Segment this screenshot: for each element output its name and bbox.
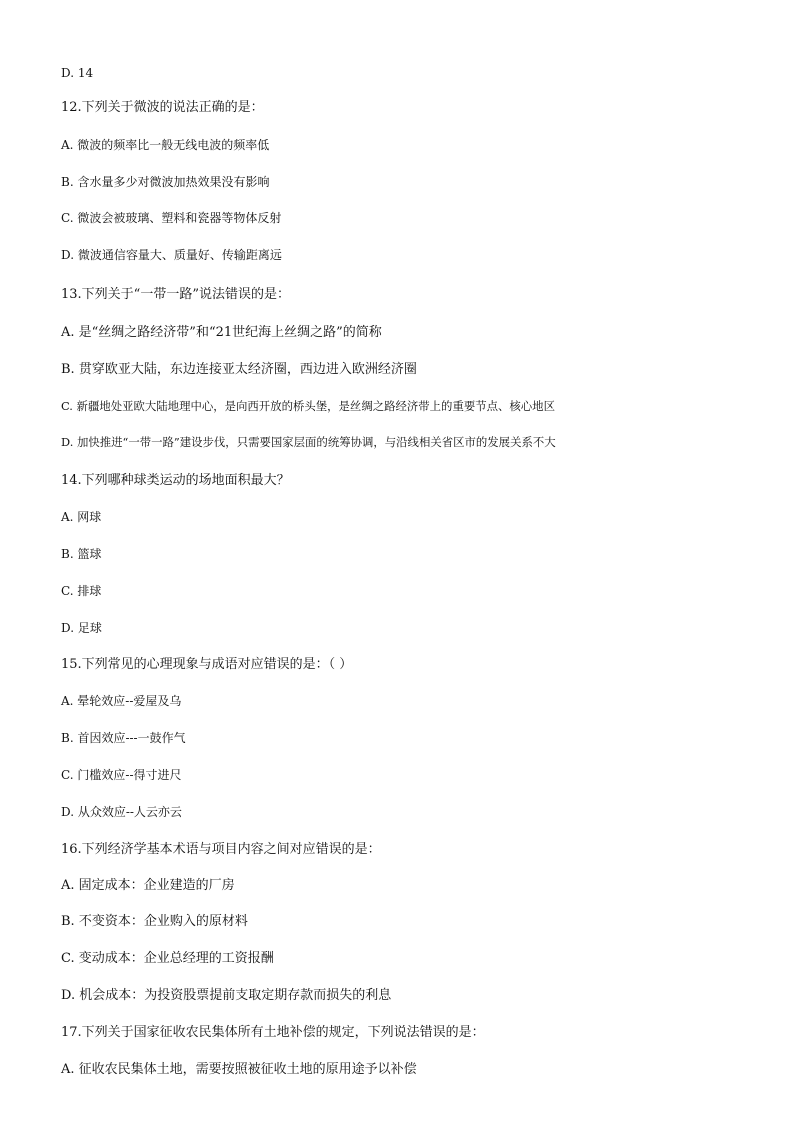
question-16: 16.下列经济学基本术语与项目内容之间对应错误的是： [61, 842, 381, 857]
option-16-d: D. 机会成本：为投资股票提前支取定期存款而损失的利息 [61, 988, 392, 1003]
option-14-a: A. 网球 [61, 510, 102, 524]
option-14-b: B. 篮球 [61, 547, 102, 561]
option-12-a: A. 微波的频率比一般无线电波的频率低 [61, 138, 270, 152]
option-15-d: D. 从众效应--人云亦云 [61, 805, 182, 819]
option-15-b: B. 首因效应---一鼓作气 [61, 731, 186, 745]
question-15: 15.下列常见的心理现象与成语对应错误的是：（ ） [61, 657, 353, 672]
option-13-d: D. 加快推进“一带一路”建设步伐，只需要国家层面的统筹协调，与沿线相关省区市的发展关系不大 [61, 435, 556, 449]
question-12: 12.下列关于微波的说法正确的是： [61, 100, 264, 115]
option-12-b: B. 含水量多少对微波加热效果没有影响 [61, 175, 270, 189]
option-16-b: B. 不变资本：企业购入的原材料 [61, 914, 248, 929]
option-13-a: A. 是“丝绸之路经济带”和“21世纪海上丝绸之路”的简称 [61, 325, 382, 340]
option-17-a: A. 征收农民集体土地，需要按照被征收土地的原用途予以补偿 [61, 1062, 417, 1077]
option-13-b: B. 贯穿欧亚大陆，东边连接亚太经济圈，西边进入欧洲经济圈 [61, 362, 417, 377]
option-14-c: C. 排球 [61, 584, 102, 598]
option-11-d: D. 14 [61, 66, 94, 80]
question-17: 17.下列关于国家征收农民集体所有土地补偿的规定，下列说法错误的是： [61, 1025, 485, 1040]
question-13: 13.下列关于“一带一路”说法错误的是： [61, 287, 290, 302]
option-13-c: C. 新疆地处亚欧大陆地理中心，是向西开放的桥头堡，是丝绸之路经济带上的重要节点、核心地区 [61, 399, 555, 413]
option-15-c: C. 门槛效应--得寸进尺 [61, 768, 182, 782]
option-16-c: C. 变动成本：企业总经理的工资报酬 [61, 951, 274, 966]
option-14-d: D. 足球 [61, 621, 102, 635]
option-12-c: C. 微波会被玻璃、塑料和瓷器等物体反射 [61, 211, 282, 225]
option-16-a: A. 固定成本：企业建造的厂房 [61, 878, 235, 893]
option-12-d: D. 微波通信容量大、质量好、传输距离远 [61, 248, 282, 262]
option-15-a: A. 晕轮效应--爱屋及乌 [61, 694, 182, 708]
question-14: 14.下列哪种球类运动的场地面积最大？ [61, 473, 290, 488]
